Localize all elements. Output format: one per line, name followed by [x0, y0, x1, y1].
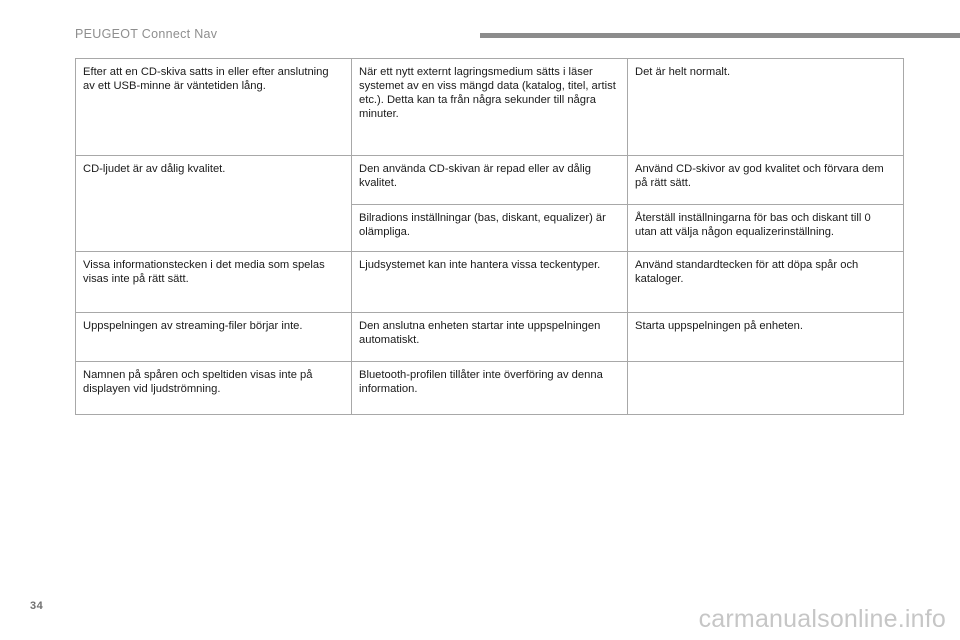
cause-cell: Den använda CD-skivan är repad eller av dålig kvalitet.	[352, 156, 628, 205]
cause-cell: Bluetooth-profilen tillåter inte överföring av denna information.	[352, 362, 628, 415]
table-row	[76, 313, 904, 362]
document-header-title: PEUGEOT Connect Nav	[75, 27, 218, 41]
table-row	[76, 156, 904, 205]
cause-cell: Bilradions inställningar (bas, diskant, equalizer) är olämpliga.	[352, 205, 628, 252]
troubleshooting-table	[75, 58, 904, 415]
solution-cell: Återställ inställningarna för bas och diskant till 0 utan att välja någon equalizerinställning.	[628, 205, 904, 252]
table-row	[76, 59, 904, 156]
table-row	[76, 362, 904, 415]
question-cell: Namnen på spåren och speltiden visas inte på displayen vid ljudströmning.	[76, 362, 352, 415]
cause-cell: Den anslutna enheten startar inte uppspelningen automatiskt.	[352, 313, 628, 362]
solution-cell: Det är helt normalt.	[628, 59, 904, 156]
cause-cell: Ljudsystemet kan inte hantera vissa teckentyper.	[352, 252, 628, 313]
page-number: 34	[30, 600, 44, 612]
solution-cell: Använd CD-skivor av god kvalitet och förvara dem på rätt sätt.	[628, 156, 904, 205]
header-rule	[480, 33, 960, 38]
solution-cell	[628, 362, 904, 415]
question-cell: Vissa informationstecken i det media som spelas visas inte på rätt sätt.	[76, 252, 352, 313]
watermark: carmanualsonline.info	[698, 605, 946, 633]
cause-cell: När ett nytt externt lagringsmedium sätts i läser systemet av en viss mängd data (katalog, titel, artist etc.). Detta kan ta från några sekunder till några minuter.	[352, 59, 628, 156]
solution-cell: Använd standardtecken för att döpa spår och kataloger.	[628, 252, 904, 313]
question-cell: Uppspelningen av streaming-filer börjar inte.	[76, 313, 352, 362]
solution-cell: Starta uppspelningen på enheten.	[628, 313, 904, 362]
table-row	[76, 252, 904, 313]
question-cell: Efter att en CD-skiva satts in eller efter anslutning av ett USB-minne är väntetiden lång.	[76, 59, 352, 156]
question-cell: CD-ljudet är av dålig kvalitet.	[76, 156, 352, 252]
